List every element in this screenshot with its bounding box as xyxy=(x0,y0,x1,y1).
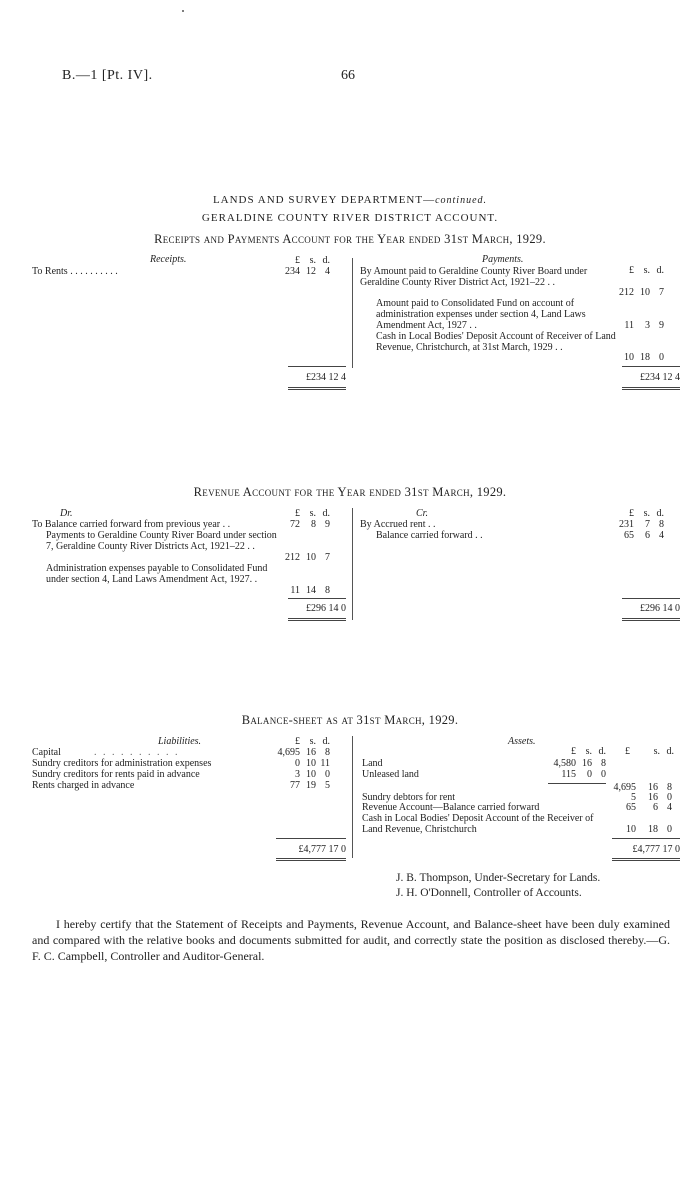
total-rule xyxy=(612,838,680,839)
cr-total: £296 14 0 xyxy=(640,603,680,614)
double-rule xyxy=(288,387,346,390)
balance-sheet-title: Balance-sheet as at 31st March, 1929. xyxy=(241,713,459,727)
assets-lsd-header: £ s. d. xyxy=(625,746,674,757)
receipts-lsd-header: £ s. d. xyxy=(295,255,330,266)
payment-amount-3: 10 18 0 xyxy=(624,352,664,363)
continued-label: continued. xyxy=(435,195,488,206)
total-rule xyxy=(288,598,346,599)
liability-amount: 0 10 11 xyxy=(295,758,330,769)
payment-amount-1: 212 10 7 xyxy=(619,287,664,298)
cr-amount-1: 231 7 8 xyxy=(619,519,664,530)
liability-item: Sundry creditors for administration expenses xyxy=(32,758,212,769)
signature-under-secretary: J. B. Thompson, Under-Secretary for Lands. xyxy=(396,872,601,884)
payments-lsd-header: £ s. d. xyxy=(629,265,664,276)
payment-amount-2: 11 3 9 xyxy=(624,320,664,331)
double-rule xyxy=(276,858,346,861)
column-divider xyxy=(352,508,353,620)
dr-item-2: Payments to Geraldine County River Board under section 7, Geraldine County River Districts Act, 1921–22 . . xyxy=(46,530,277,552)
payment-item-1: By Amount paid to Geraldine County River Board under Geraldine County River District Act, 1921–22 . . xyxy=(360,266,588,288)
column-divider xyxy=(352,258,353,368)
asset-sub-item: Unleased land xyxy=(362,769,419,780)
assets-total: £4,777 17 0 xyxy=(632,844,680,855)
cr-item-2: Balance carried forward . . xyxy=(376,530,483,541)
cr-lsd-header: £ s. d. xyxy=(629,508,664,519)
revenue-title: Revenue Account for the Year ended 31st March, 1929. xyxy=(193,485,507,499)
asset-item: Cash in Local Bodies' Deposit Account of the Receiver of Land Revenue, Christchurch xyxy=(362,813,594,835)
liabilities-total: £4,777 17 0 xyxy=(298,844,346,855)
total-rule xyxy=(622,366,680,367)
dr-amount-1: 72 8 9 xyxy=(290,519,330,530)
total-rule xyxy=(622,598,680,599)
double-rule xyxy=(622,618,680,621)
receipts-total: £234 12 4 xyxy=(306,372,346,383)
dr-lsd-header: £ s. d. xyxy=(295,508,330,519)
receipt-rents-amount: 234 12 4 xyxy=(285,266,330,277)
column-divider xyxy=(352,736,353,858)
signature-controller: J. H. O'Donnell, Controller of Accounts. xyxy=(396,887,582,899)
dr-amount-2: 212 10 7 xyxy=(285,552,330,563)
asset-sub-amount: 115 0 0 xyxy=(561,769,606,780)
asset-sub-amount: 4,580 16 8 xyxy=(553,758,606,769)
double-rule xyxy=(612,858,680,861)
asset-item: Sundry debtors for rent xyxy=(362,792,456,803)
dr-item-1: To Balance carried forward from previous year . . xyxy=(32,519,231,530)
asset-sub-item: Land xyxy=(362,758,383,769)
department-title xyxy=(0,194,700,206)
ink-mark xyxy=(182,10,184,12)
document-reference: B.—1 [Pt. IV]. xyxy=(62,68,153,83)
receipts-heading: Receipts. xyxy=(150,254,187,265)
total-rule xyxy=(288,366,346,367)
cr-heading: Cr. xyxy=(416,508,428,519)
liability-item: Rents charged in advance xyxy=(32,780,135,791)
cr-item-1: By Accrued rent . . xyxy=(360,519,436,530)
asset-amount: 65 6 4 xyxy=(626,802,672,813)
liability-amount: 77 19 5 xyxy=(290,780,330,791)
double-rule xyxy=(622,387,680,390)
asset-item: Revenue Account—Balance carried forward xyxy=(362,802,540,813)
receipt-rents-line: To Rents . . . . . . . . . . xyxy=(32,266,118,277)
leader-dots: . . . . . . . . . . xyxy=(94,747,180,758)
total-rule xyxy=(276,838,346,839)
assets-sub-lsd-header: £ s. d. xyxy=(571,746,606,757)
dr-total: £296 14 0 xyxy=(306,603,346,614)
liability-item: Sundry creditors for rents paid in advance xyxy=(32,769,200,780)
dr-heading: Dr. xyxy=(60,508,73,519)
audit-certificate: I hereby certify that the Statement of Receipts and Payments, Revenue Account, and Balance-sheet have been duly examined and compared with the relative books and documents submitted for audit, and correctly state the position as disclosed thereby.—G. F. C. Campbell, Controller and Auditor-General. xyxy=(32,917,670,963)
dr-item-3: Administration expenses payable to Consolidated Fund under section 4, Land Laws Amendment Act, 1927. . xyxy=(46,563,268,585)
asset-amount: 5 16 0 xyxy=(631,792,672,803)
dr-amount-3: 11 14 8 xyxy=(290,585,330,596)
assets-heading: Assets. xyxy=(508,736,536,747)
department-name: LANDS AND SURVEY DEPARTMENT— xyxy=(212,194,436,206)
liability-item: Capital xyxy=(32,747,61,758)
receipts-payments-title: Receipts and Payments Account for the Year ended 31st March, 1929. xyxy=(154,232,546,246)
liabilities-lsd-header: £ s. d. xyxy=(295,736,330,747)
payment-item-2: Amount paid to Consolidated Fund on account of administration expenses under section 4, Land Laws Amendment Act, 1927 . . xyxy=(376,298,586,331)
liabilities-heading: Liabilities. xyxy=(158,736,202,747)
district-account-title: GERALDINE COUNTY RIVER DISTRICT ACCOUNT. xyxy=(201,212,499,224)
asset-amount: 10 18 0 xyxy=(626,824,672,835)
double-rule xyxy=(288,618,346,621)
liability-amount: 3 10 0 xyxy=(295,769,330,780)
page-number: 66 xyxy=(341,68,355,83)
liability-amount: 4,695 16 8 xyxy=(277,747,330,758)
payments-total: £234 12 4 xyxy=(640,372,680,383)
payment-item-3: Cash in Local Bodies' Deposit Account of Receiver of Land Revenue, Christchurch, at 31st March, 1929 . . xyxy=(376,331,616,353)
cr-amount-2: 65 6 4 xyxy=(624,530,664,541)
payments-heading: Payments. xyxy=(482,254,524,265)
assets-subtotal: 4,695 16 8 xyxy=(613,782,672,793)
subtotal-rule xyxy=(548,783,606,784)
